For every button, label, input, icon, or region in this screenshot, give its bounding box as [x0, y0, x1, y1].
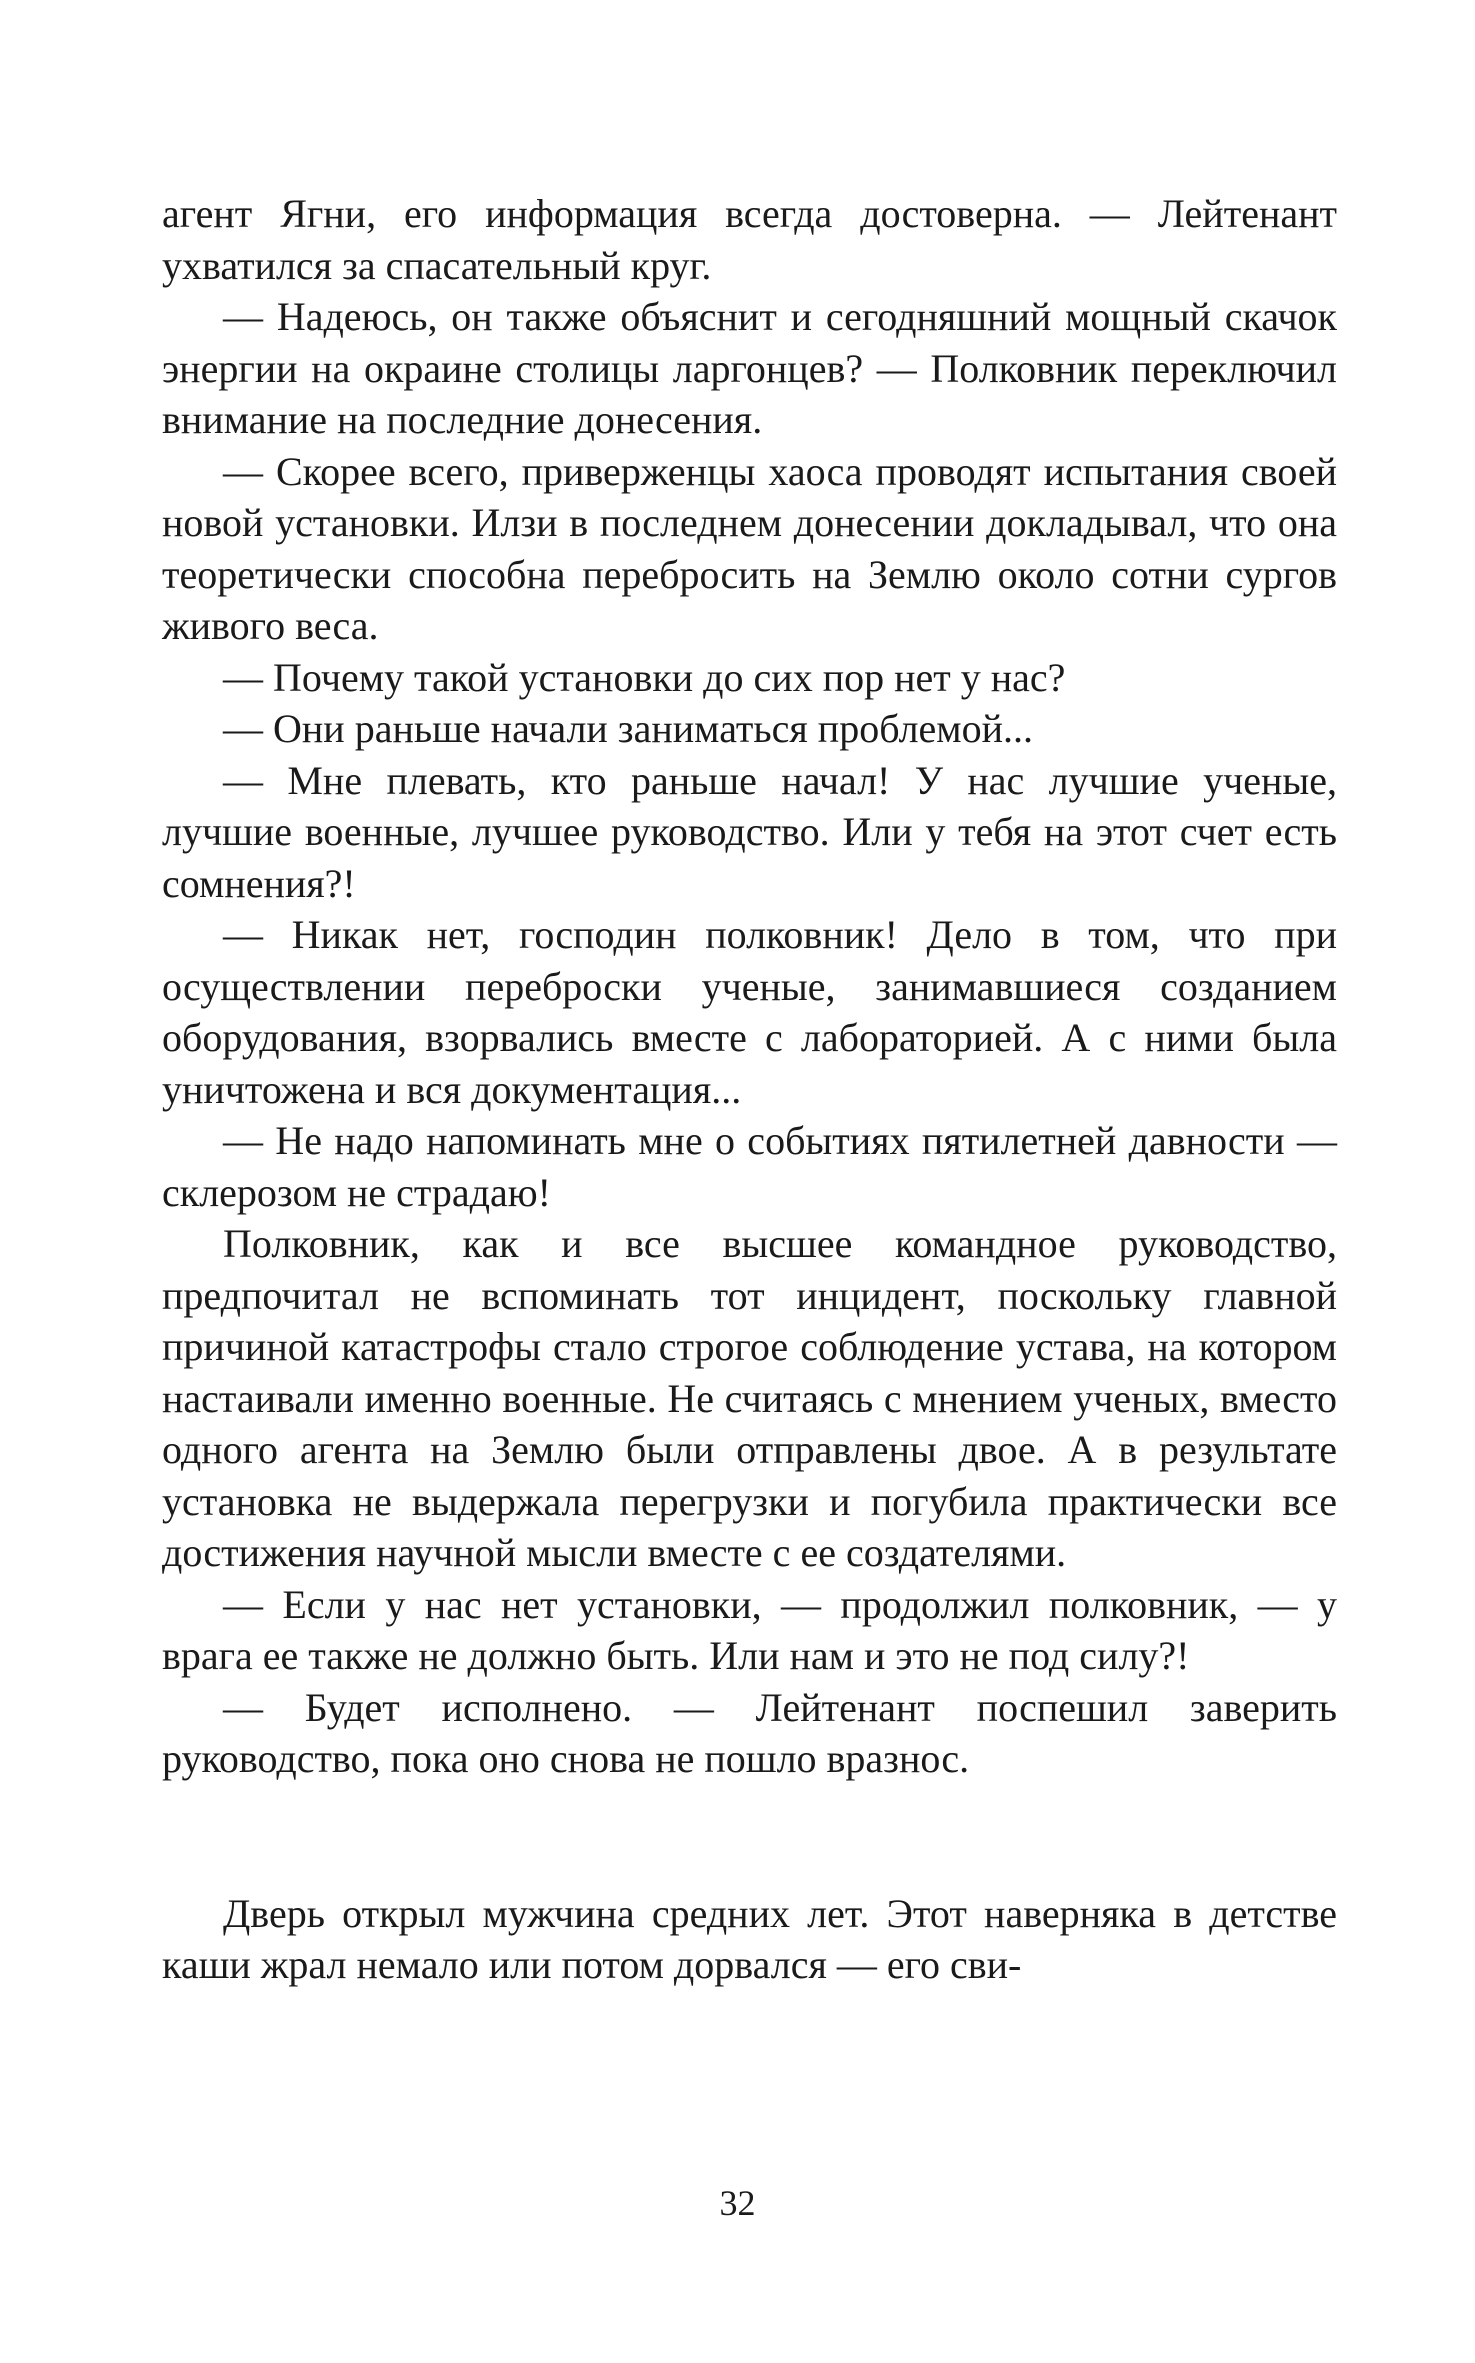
paragraph-8: — Не надо напоминать мне о событиях пятилетней давности — склерозом не страдаю!: [162, 1118, 1337, 1215]
paragraph-4: — Почему такой установки до сих пор нет у нас?: [223, 654, 1066, 700]
page-number: 32: [719, 2183, 756, 2223]
paragraph-6: — Мне плевать, кто раньше начал! У нас лучшие ученые, лучшие военные, лучшее руководство. Или у тебя на этот счет есть сомнения?!: [162, 757, 1337, 906]
paragraph-10: — Если у нас нет установки, — продолжил полковник, — у врага ее также не должно быть. Или нам и это не под силу?!: [162, 1581, 1337, 1678]
paragraph-2: — Надеюсь, он также объяснит и сегодняшний мощный скачок энергии на окраине столицы ларгонцев? — Полковник переключил внимание на последние донесения.: [162, 294, 1337, 442]
paragraph-5: — Они раньше начали заниматься проблемой...: [223, 706, 1033, 751]
body-text: [162, 188, 1337, 1991]
paragraph-3: — Скорее всего, приверженцы хаоса проводят испытания своей новой установки. Илзи в последнем донесении докладывал, что она теоретически способна перебросить на Землю около сотни сургов живого веса.: [162, 448, 1337, 648]
paragraph-12: Дверь открыл мужчина средних лет. Этот наверняка в детстве каши жрал немало или потом дорвался — его сви-: [162, 1890, 1337, 1987]
paragraph-1: агент Ягни, его информация всегда достоверна. — Лейтенант ухватился за спасательный круг.: [162, 191, 1337, 288]
paragraph-9: Полковник, как и все высшее командное руководство, предпочитал не вспоминать тот инцидент, поскольку главной причиной катастрофы стало строгое соблюдение устава, на котором настаивали именно военные. Не считаясь с мнением ученых, вместо одного агента на Землю были отправлены двое. А в результате установка не выдержала перегрузки и погубила практически все достижения научной мысли вместе с ее создателями.: [162, 1221, 1337, 1575]
section-break: [162, 1785, 1337, 1888]
paragraph-7: — Никак нет, господин полковник! Дело в том, что при осуществлении переброски ученые, занимавшиеся созданием оборудования, взорвались вместе с лабораторией. А с ними была уничтожена и вся документация...: [162, 912, 1337, 1112]
paragraph-11: — Будет исполнено. — Лейтенант поспешил заверить руководство, пока оно снова не пошло вразнос.: [162, 1684, 1337, 1781]
